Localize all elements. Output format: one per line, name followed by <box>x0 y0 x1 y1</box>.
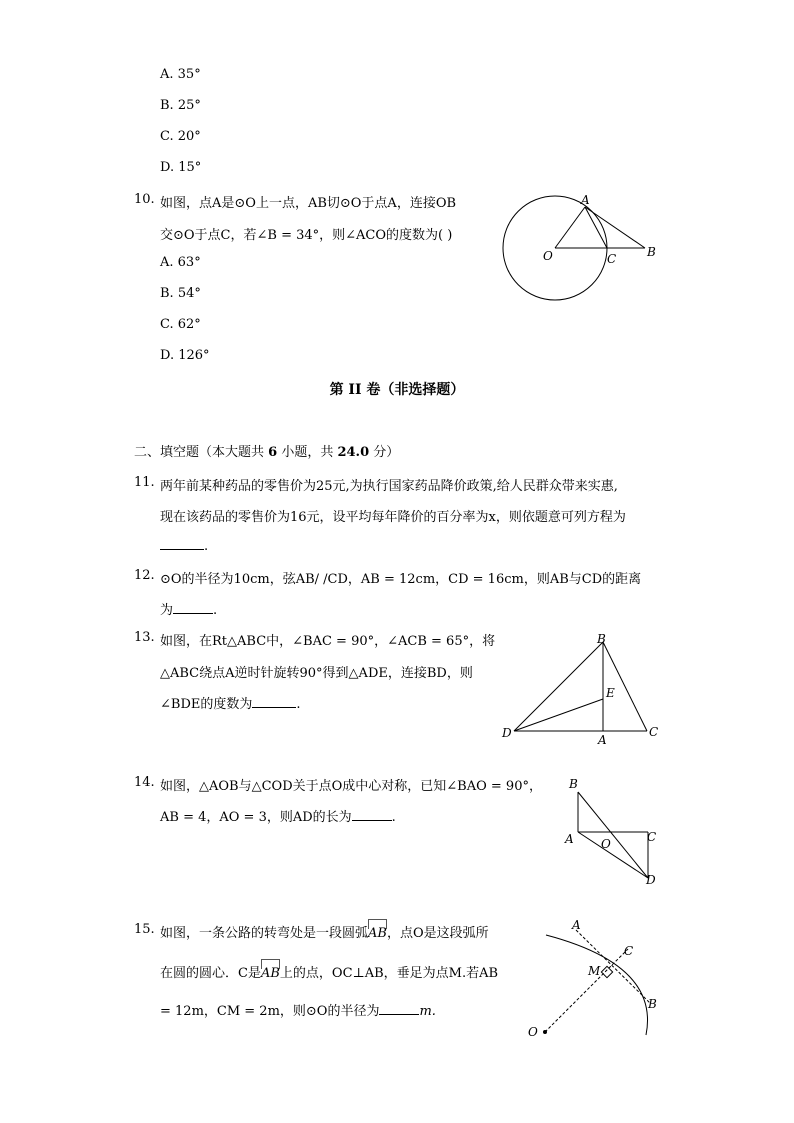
q10-option-a: A. 63° <box>160 255 201 270</box>
q13-label-b: B <box>597 632 606 646</box>
q13-label-a: A <box>598 733 607 747</box>
q13-answer-line <box>160 693 301 712</box>
q15-figure <box>520 915 670 1045</box>
q12-text-line1: ⊙O的半径为10cm，弦AB/ /CD，AB = 12cm，CD = 16cm，则AB与CD的距离 <box>160 572 642 587</box>
q11-end: . <box>204 539 209 554</box>
q13-text-line2: △ABC绕点A逆时针旋转90°得到△ADE，连接BD，则 <box>160 666 473 681</box>
q12-answer-blank[interactable] <box>173 601 213 614</box>
q10-figure <box>495 190 675 310</box>
q15-label-m: M <box>588 964 601 978</box>
q14-label-c: C <box>647 830 657 844</box>
q13-text-line1: 如图，在Rt△ABC中，∠BAC = 90°，∠ACB = 65°，将 <box>160 634 496 649</box>
q11-answer-blank[interactable] <box>160 537 204 550</box>
q10-option-b: B. 54° <box>160 286 201 301</box>
q13-label-e: E <box>606 686 615 700</box>
q10-option-c: C. 62° <box>160 317 201 332</box>
q13-end: . <box>296 697 301 712</box>
q14-line2-start: AB = 4，AO = 3，则AD的长为 <box>160 810 352 825</box>
q13-line3-start: ∠BDE的度数为 <box>160 697 253 712</box>
part2-heading-mid: 小题，共 <box>277 445 338 460</box>
q9-option-d: D. 15° <box>160 160 202 175</box>
part2-heading-count: 6 <box>268 445 278 460</box>
q14-line-bd <box>578 792 648 878</box>
q12-line2-start: 为 <box>160 603 174 618</box>
q10-line-oa <box>555 207 585 248</box>
q12-end: . <box>213 603 218 618</box>
q15-line3-start: = 12m，CM = 2m，则⊙O的半径为 <box>160 1004 380 1019</box>
q10-label-c: C <box>607 252 617 266</box>
q15-label-b: B <box>648 997 657 1011</box>
q15-point-o <box>543 1030 547 1034</box>
q15-label-c: C <box>624 944 634 958</box>
q15-arc-ab-2: AB <box>261 962 280 981</box>
q15-right-angle-mark <box>601 966 612 977</box>
q14-line-ad <box>578 832 648 878</box>
q10-text-line1: 如图，点A是⊙O上一点，AB切⊙O于点A，连接OB <box>160 196 457 211</box>
section-title: 第 II 卷（非选择题） <box>329 382 465 398</box>
q10-label-b: B <box>647 245 656 259</box>
q14-label-a: A <box>565 832 574 846</box>
q15-line2-end: 上的点，OC⊥AB，垂足为点M.若AB <box>279 966 499 981</box>
q12-answer-line <box>160 599 217 618</box>
q10-number: 10. <box>134 192 155 207</box>
q15-line-oc <box>545 949 628 1032</box>
q9-option-b: B. 25° <box>160 98 201 113</box>
part2-heading <box>134 441 399 460</box>
q13-line-bd <box>514 642 603 731</box>
q10-text-line2: 交⊙O于点C，若∠B = 34°，则∠ACO的度数为( ) <box>160 228 453 243</box>
q14-answer-blank[interactable] <box>352 808 392 821</box>
q15-line1-start: 如图，一条公路的转弯处是一段圆弧 <box>160 926 369 941</box>
q9-option-c: C. 20° <box>160 129 201 144</box>
q15-answer-blank[interactable] <box>379 1002 419 1015</box>
q15-arc-ab: AB <box>368 922 387 941</box>
q12-number: 12. <box>134 568 155 583</box>
part2-heading-suffix: 分） <box>369 445 400 460</box>
q10-label-o: O <box>543 249 553 263</box>
q13-number: 13. <box>134 630 155 645</box>
q15-end: m. <box>419 1004 436 1019</box>
q13-answer-blank[interactable] <box>252 695 296 708</box>
q15-answer-line <box>160 1000 436 1019</box>
q13-label-d: D <box>502 726 512 740</box>
q14-text-line1: 如图，△AOB与△COD关于点O成中心对称，已知∠BAO = 90°， <box>160 779 542 794</box>
q14-label-d: D <box>646 873 656 887</box>
q14-answer-line <box>160 806 396 825</box>
q15-line1-end: ，点O是这段弧所 <box>386 926 489 941</box>
q13-figure <box>500 630 670 750</box>
part2-heading-points: 24.0 <box>337 445 370 460</box>
part2-heading-prefix: 二、填空题（本大题共 <box>134 445 269 460</box>
q14-label-b: B <box>569 777 578 791</box>
q15-number: 15. <box>134 922 155 937</box>
q11-text-line1: 两年前某种药品的零售价为25元,为执行国家药品降价政策,给人民群众带来实惠, <box>160 479 618 494</box>
q10-line-ab <box>585 207 645 248</box>
q15-line2-start: 在圆的圆心．C是 <box>160 966 261 981</box>
q11-answer-line <box>160 537 208 554</box>
q15-label-a: A <box>572 918 581 932</box>
q10-label-a: A <box>581 193 590 207</box>
q14-label-o: O <box>601 837 611 851</box>
q11-number: 11. <box>134 475 155 490</box>
q10-line-ac <box>585 207 607 248</box>
q15-label-o: O <box>528 1025 538 1039</box>
q9-option-a: A. 35° <box>160 67 201 82</box>
q14-number: 14. <box>134 775 155 790</box>
q10-option-d: D. 126° <box>160 348 210 363</box>
q15-text-line1 <box>160 922 489 941</box>
q11-text-line2: 现在该药品的零售价为16元，设平均每年降价的百分率为x，则依题意可列方程为 <box>160 510 626 525</box>
q13-label-c: C <box>649 725 659 739</box>
q14-figure <box>560 770 670 890</box>
q14-end: . <box>391 810 396 825</box>
q15-text-line2 <box>160 962 498 981</box>
q13-line-de <box>514 699 603 731</box>
